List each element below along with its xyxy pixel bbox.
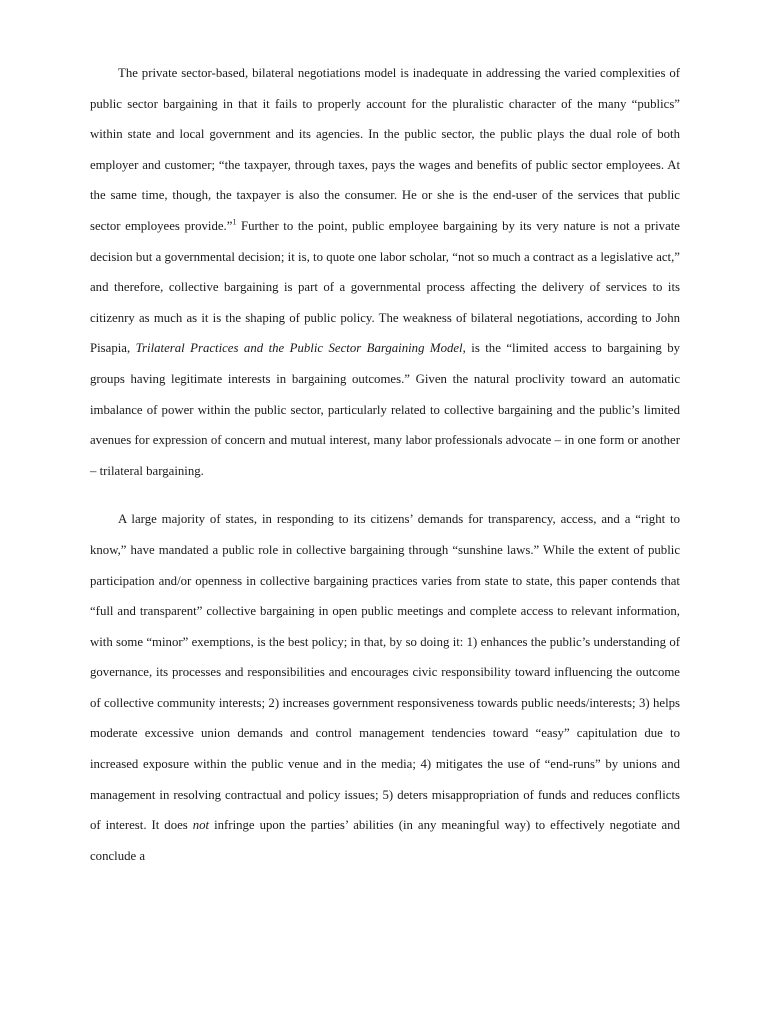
paragraph-2-text-a: A large majority of states, in responding to its citizens’ demands for transparency, access, and a “right to know,” have mandated a public role in collective bargaining through “sunshine laws.” While the extent of public participation and/or openness in collective bargaining practices varies from state to state, this paper contends that “full and transparent” collective bargaining in open public meetings and complete access to relevant information, with some “minor” exemptions, is the best policy; in that, by so doing it: 1) enhances the public’s understanding of governance, its processes and responsibilities and encourages civic responsibility toward influencing the outcome of collective community interests; 2) increases government responsiveness towards public needs/interests; 3) helps moderate excessive union demands and control management tendencies toward “easy” capitulation due to increased exposure within the public venue and in the media; 4) mitigates the use of “end-runs” by unions and management in resolving contractual and policy issues; 5) deters misappropriation of funds and reduces conflicts of interest. It does [90,512,680,833]
footnote-marker[interactable]: 1 [232,217,237,227]
paragraph-1-text-b: Further to the point, public employee bargaining by its very nature is not a private decision but a governmental decision; it is, to quote one labor scholar, “not so much a contract as a legislative act,” and therefore, collective bargaining is part of a governmental process affecting the delivery of services to its citizenry as much as it is the shaping of public policy. The weakness of bilateral negotiations, according to John Pisapia, [90,218,680,356]
paragraph-bilateral-model [90,58,680,486]
paragraph-2-text-b: infringe upon the parties’ abilities (in any meaningful way) to effectively negotiate and conclude a [90,818,680,863]
emphasis-not: not [192,818,210,833]
paragraph-1-text-c: is the “limited access to bargaining by groups having legitimate interests in bargaining outcomes.” Given the natural proclivity toward an automatic imbalance of power within the public sector, particularly related to collective bargaining and the public’s limited avenues for expression of concern and mutual interest, many labor professionals advocate – in one form or another – trilateral bargaining. [90,341,680,478]
cited-title: Trilateral Practices and the Public Sector Bargaining Model, [135,341,466,356]
paragraph-1-text-a: The private sector-based, bilateral negotiations model is inadequate in addressing the varied complexities of public sector bargaining in that it fails to properly account for the pluralistic character of the many “publics” within state and local government and its agencies. In the public sector, the public plays the dual role of both employer and customer; “the taxpayer, through taxes, pays the wages and benefits of public sector employees. At the same time, though, the taxpayer is also the consumer. He or she is the end-user of the services that public sector employees provide.” [90,66,680,233]
paragraph-sunshine-laws [90,504,680,871]
